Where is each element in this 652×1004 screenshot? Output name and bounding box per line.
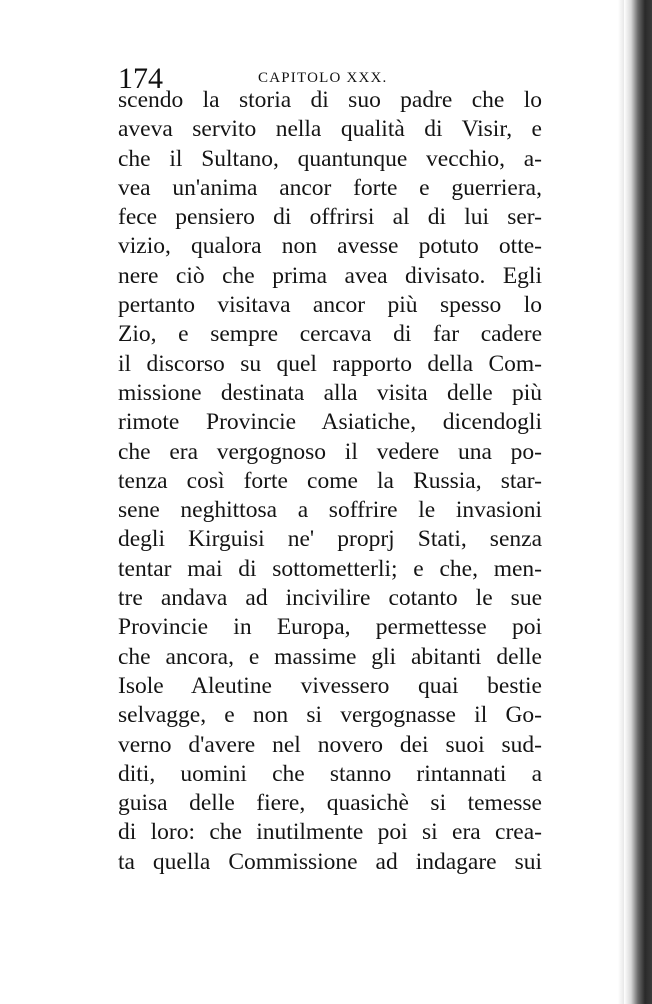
- text-line: il discorso su quel rapporto della Com-: [118, 350, 542, 377]
- text-line: vea un'anima ancor forte e guerriera,: [118, 174, 542, 201]
- text-line: scendo la storia di suo padre che lo: [118, 87, 542, 113]
- text-line: vizio, qualora non avesse potuto otte-: [118, 233, 542, 260]
- text-line: che era vergognoso il vedere una po-: [118, 438, 542, 465]
- text-line: ta quella Commissione ad indagare sui: [118, 848, 542, 875]
- text-line: aveva servito nella qualità di Visir, e: [118, 116, 542, 143]
- text-line: fece pensiero di offrirsi al di lui ser-: [118, 204, 542, 231]
- text-line: che ancora, e massime gli abitanti delle: [118, 643, 542, 670]
- text-line: tenza così forte come la Russia, star-: [118, 467, 542, 494]
- text-line: guisa delle fiere, quasichè si temesse: [118, 790, 542, 817]
- text-line: verno d'avere nel novero dei suoi sud-: [118, 731, 542, 758]
- text-line: nere ciò che prima avea divisato. Egli: [118, 262, 542, 289]
- text-line: di loro: che inutilmente poi si era crea-: [118, 819, 542, 846]
- running-head: CAPITOLO XXX.: [258, 70, 388, 86]
- text-line: rimote Provincie Asiatiche, dicendogli: [118, 409, 542, 436]
- text-line: selvagge, e non si vergognasse il Go-: [118, 702, 542, 729]
- text-line: Provincie in Europa, permettesse poi: [118, 614, 542, 641]
- text-line: missione destinata alla visita delle più: [118, 379, 542, 406]
- text-line: tre andava ad incivilire cotanto le sue: [118, 585, 542, 612]
- book-spine-edge: [624, 0, 652, 1004]
- text-line: Zio, e sempre cercava di far cadere: [118, 321, 542, 348]
- text-line: degli Kirguisi ne' proprj Stati, senza: [118, 526, 542, 553]
- text-line: che il Sultano, quantunque vecchio, a-: [118, 145, 542, 172]
- text-line: Isole Aleutine vivessero quai bestie: [118, 672, 542, 699]
- text-line: sene neghittosa a soffrire le invasioni: [118, 497, 542, 524]
- body-text: [118, 86, 542, 877]
- text-line: diti, uomini che stanno rintannati a: [118, 760, 542, 787]
- page-number: 174: [118, 62, 163, 95]
- text-line: tentar mai di sottometterli; e che, men-: [118, 555, 542, 582]
- text-line: pertanto visitava ancor più spesso lo: [118, 292, 542, 319]
